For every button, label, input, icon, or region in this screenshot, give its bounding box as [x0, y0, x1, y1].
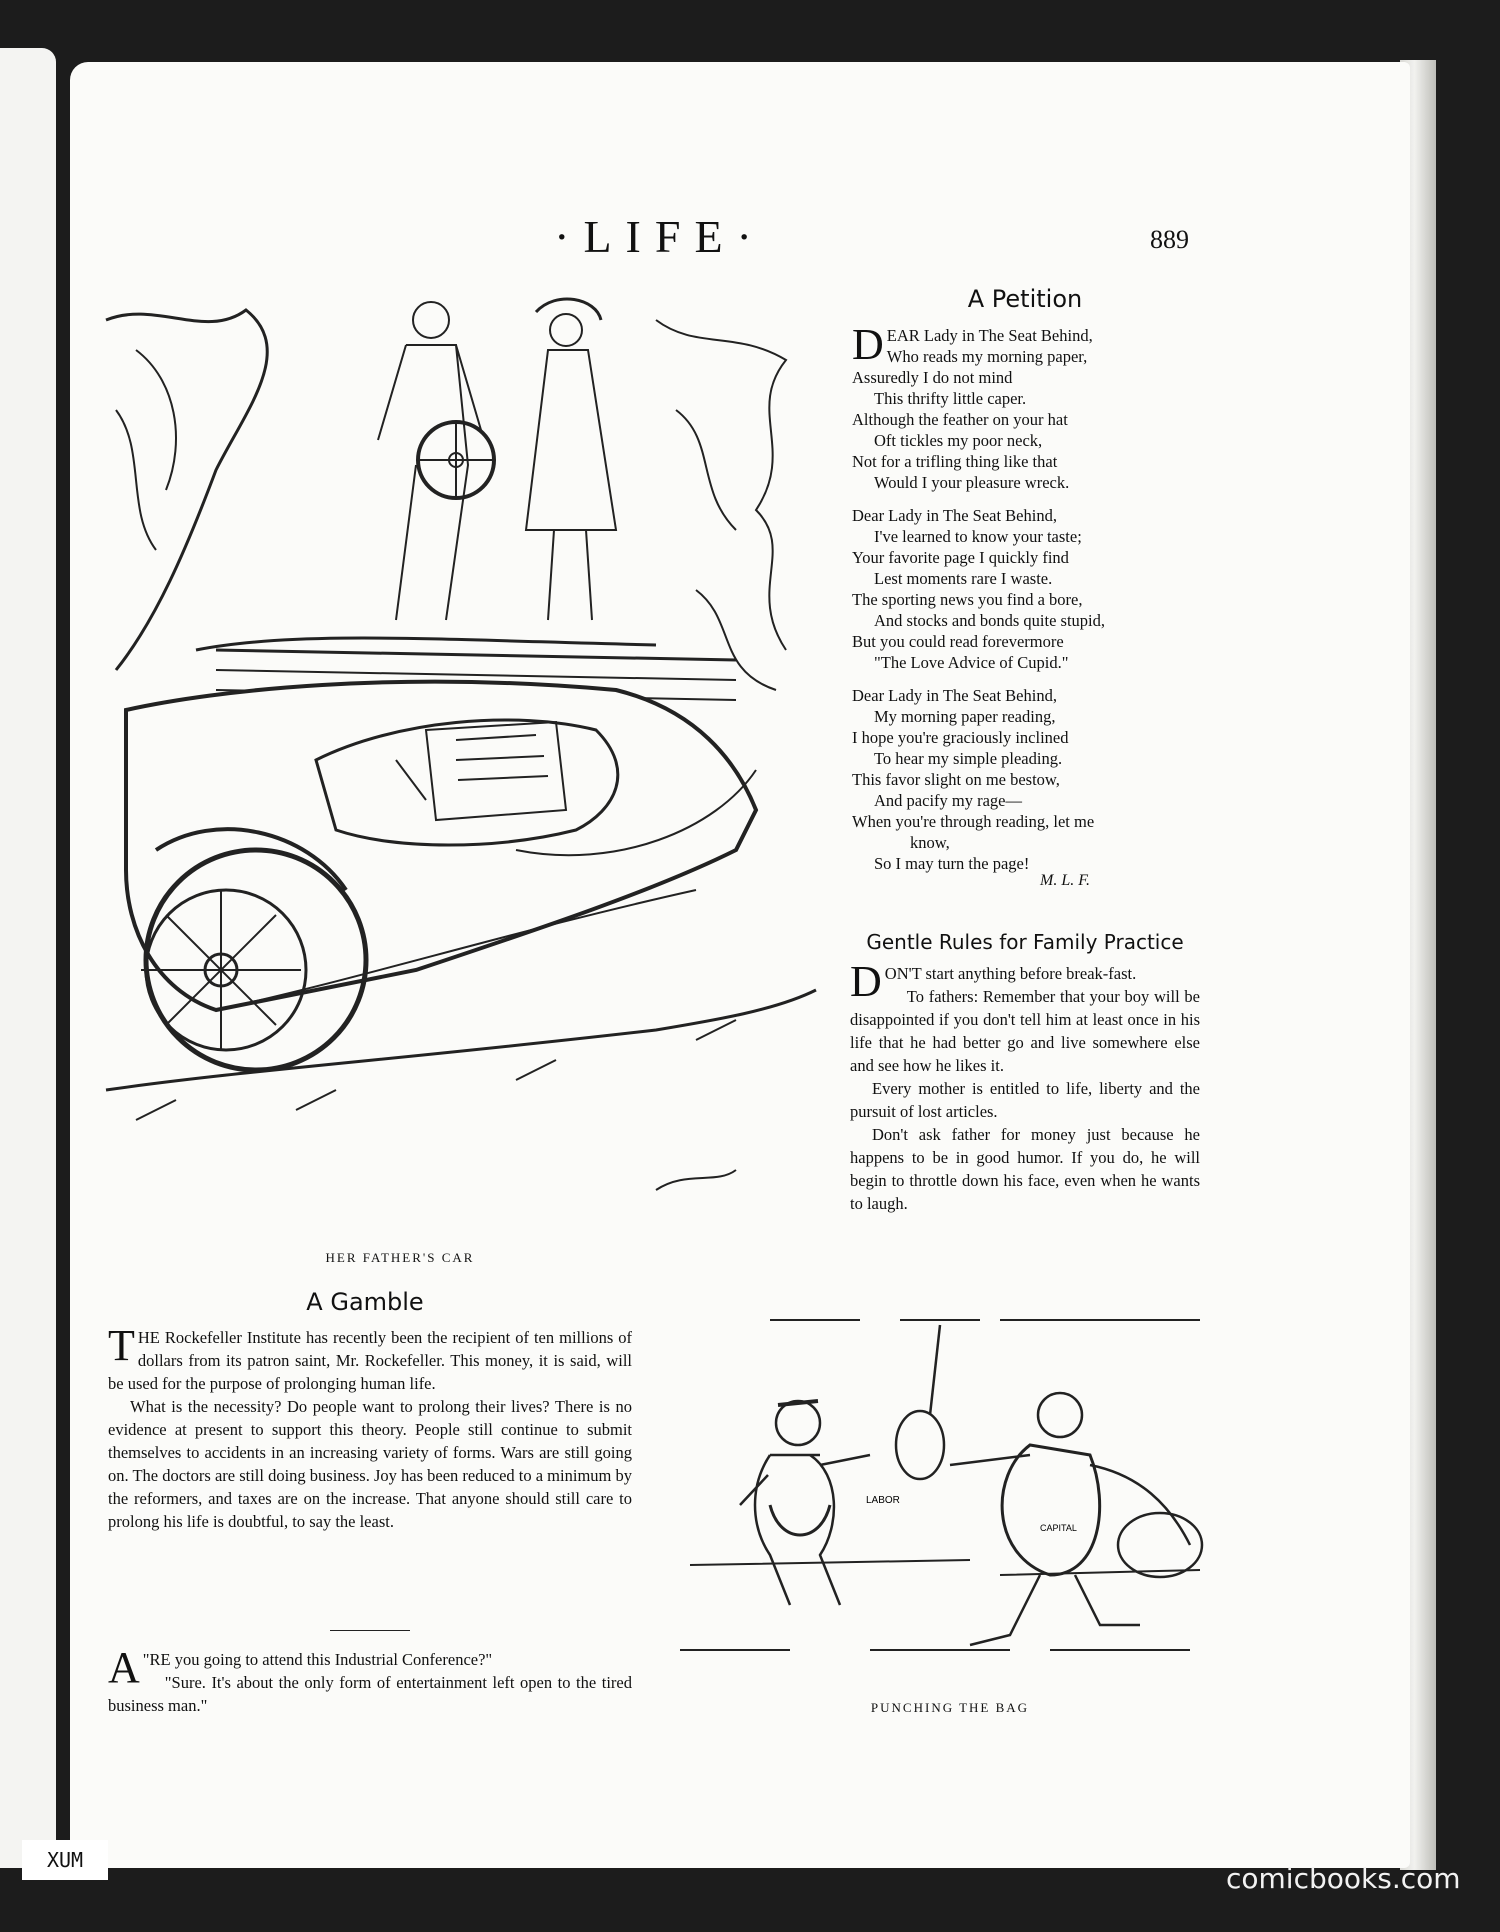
poem-line: This thrifty little caper. [874, 389, 1027, 408]
gamble-body [108, 1321, 632, 1533]
rule [900, 1319, 980, 1321]
poem-line: When you're through reading, let me [852, 812, 1095, 831]
gentle-rules-title: Gentle Rules for Family Practice [866, 930, 1184, 954]
petition-dropcap: D [852, 320, 884, 369]
masthead: ·LIFE· [554, 211, 766, 262]
gamble-paragraph: What is the necessity? Do people want to prolong their lives? There is no evidence at present to support this theory. People still continue to submit themselves to accidents in an increasing variety of forms. Wars are still going on. The doctors are still doing business. Joy has been reduced to a minimum by the reformers, and taxes are on the increase. That anyone should still care to prolong his life is doubtful, to say the least. [108, 1397, 632, 1531]
conference-paragraph [108, 1643, 632, 1692]
poem-line: Who reads my morning paper, [886, 347, 1088, 366]
poem-line: Oft tickles my poor neck, [874, 431, 1043, 450]
car-illustration [96, 290, 826, 1230]
poem-line: But you could read forevermore [852, 632, 1064, 651]
poem-line: My morning paper reading, [874, 707, 1056, 726]
gamble-dropcap: T [108, 1321, 135, 1370]
belly-label: CAPITAL [1040, 1523, 1077, 1533]
left-page-edge [0, 48, 56, 1868]
petition-title: A Petition [967, 285, 1083, 313]
gentle-rules-body [850, 957, 1200, 1215]
conference-open-quote: " [142, 1650, 150, 1669]
gentle-rules-first-text: ON'T start anything before break-fast. [884, 964, 1137, 983]
gamble-paragraph [108, 1321, 632, 1395]
petition-poem [852, 320, 1202, 874]
poem-line: Lest moments rare I waste. [874, 569, 1053, 588]
petition-signature: M. L. F. [1040, 872, 1090, 889]
poem-line: And stocks and bonds quite stupid, [874, 611, 1105, 630]
gentle-rules-paragraph [850, 957, 1200, 1006]
bag-drawing [670, 1305, 1210, 1675]
conference-body [108, 1643, 632, 1717]
archive-tag: XUM [22, 1840, 108, 1880]
poem-line: Dear Lady in The Seat Behind, [852, 506, 1057, 525]
poem-line: To hear my simple pleading. [874, 749, 1063, 768]
conference-first-text: RE you going to attend this Industrial Conference?" [149, 1650, 493, 1669]
gentle-rules-paragraph: To fathers: Remember that your boy will be disappointed if you don't tell him at least once in his life that he had better go and live somewhere else and see how he likes it. [850, 987, 1200, 1075]
gamble-title: A Gamble [306, 1288, 424, 1316]
gentle-rules-paragraph: Don't ask father for money just because he happens to be in good humor. If you do, he will begin to throttle down his face, even when he wants to laugh. [850, 1125, 1200, 1213]
poem-line: Dear Lady in The Seat Behind, [852, 686, 1057, 705]
rule [1000, 1319, 1200, 1321]
bag-cartoon-caption: PUNCHING THE BAG [870, 1700, 1030, 1715]
poem-line: Not for a trifling thing like that [852, 452, 1058, 471]
page-number: 889 [1150, 225, 1189, 254]
poem-line: And pacify my rage— [874, 791, 1022, 810]
bag-illustration [670, 1305, 1210, 1675]
rule [770, 1319, 860, 1321]
gentle-rules-paragraph: Every mother is entitled to life, liberty and the pursuit of lost articles. [850, 1079, 1200, 1121]
gamble-first-text: HE Rockefeller Institute has recently been the recipient of ten millions of dollars from its patron saint, Mr. Rockefeller. This money, it is said, will be used for the purpose of prolonging human life. [108, 1328, 632, 1393]
gentle-rules-dropcap: D [850, 957, 882, 1006]
poem-line: Your favorite page I quickly find [852, 548, 1069, 567]
bag-label: LABOR [866, 1495, 900, 1506]
section-divider [330, 1630, 410, 1631]
conference-paragraph: "Sure. It's about the only form of entertainment left open to the tired business man." [108, 1673, 632, 1715]
watermark: comicbooks.com [1226, 1862, 1461, 1895]
car-cartoon-caption: HER FATHER'S CAR [325, 1250, 475, 1265]
poem-line: Would I your pleasure wreck. [874, 473, 1070, 492]
poem-line: Although the feather on your hat [852, 410, 1068, 429]
poem-line: The sporting news you find a bore, [852, 590, 1083, 609]
poem-line: know, [910, 833, 950, 852]
poem-line: This favor slight on me bestow, [852, 770, 1060, 789]
car-drawing [96, 290, 826, 1230]
poem-line: "The Love Advice of Cupid." [874, 653, 1069, 672]
poem-line: EAR Lady in The Seat Behind, [886, 326, 1093, 345]
poem-line: I've learned to know your taste; [874, 527, 1082, 546]
poem-line: So I may turn the page! [874, 854, 1030, 873]
conference-dropcap: A [108, 1643, 140, 1692]
poem-line: Assuredly I do not mind [852, 368, 1013, 387]
poem-line: I hope you're graciously inclined [852, 728, 1069, 747]
